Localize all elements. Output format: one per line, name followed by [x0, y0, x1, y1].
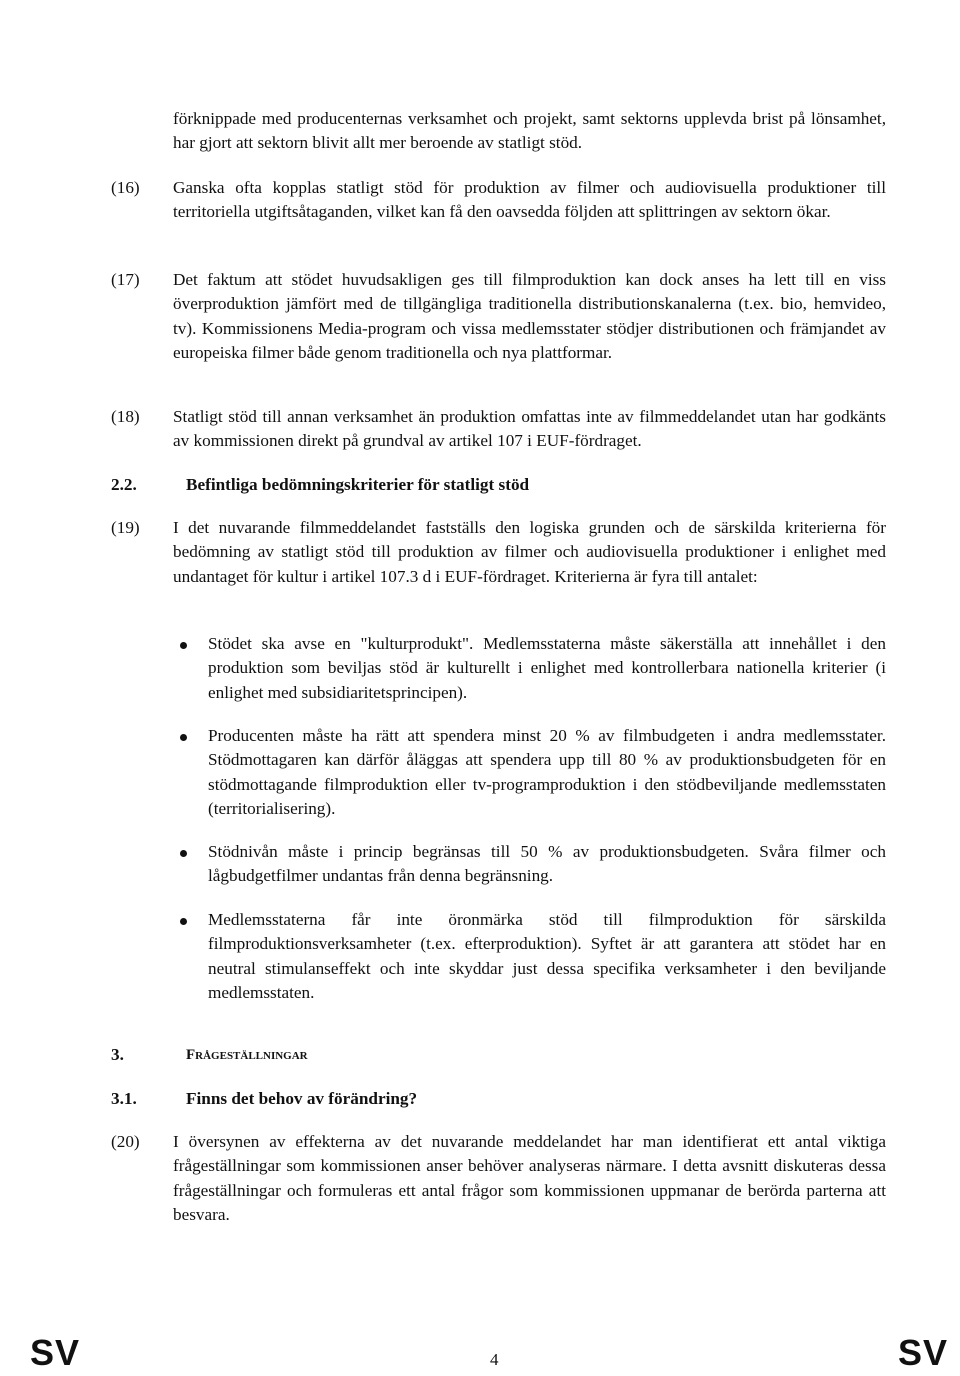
paragraph-19: I det nuvarande filmmeddelandet fastställs den logiska grunden och de särskilda kriterierna för bedömning av statligt stöd till produktion av filmer och audiovisuella produktioner i enlighet med undantaget för kultur i artikel 107.3 d i EUF-fördraget. Kriterierna är fyra till antalet: — [173, 518, 886, 586]
footer-language-code-left: SV — [30, 1332, 81, 1373]
footer-language-code-right: SV — [897, 1332, 948, 1373]
section-number-3: 3. — [111, 1045, 124, 1064]
criterion-text: Producenten måste ha rätt att spendera minst 20 % av filmbudgeten i andra medlemsstater. Stödmottagaren kan därför åläggas att spendera upp till 80 % av produktionsbudgeten för en stödmottagande filmproduktion eller tv-programproduktion i den stödbeviljande medlemsstaten (territorialisering). — [208, 726, 886, 819]
paragraph-number-19: (19) — [111, 518, 140, 537]
paragraph-intro: förknippade med producenternas verksamhet och projekt, samt sektorns upplevda brist på lönsamhet, har gjort att sektorn blivit allt mer beroende av statligt stöd. — [173, 109, 886, 153]
paragraph-16: Ganska ofta kopplas statligt stöd för produktion av filmer och audiovisuella produktioner till territoriella utgiftsåtaganden, vilket kan få den oavsedda följden att splittringen av sektorn ökar. — [173, 178, 886, 222]
criterion-text: Stödet ska avse en "kulturprodukt". Medlemsstaterna måste säkerställa att innehållet i den produktion som beviljas stöd är kulturellt i enlighet med kontrollerbara nationella kriterier (i enlighet med subsidiaritetsprincipen). — [208, 634, 886, 702]
bullet-icon — [180, 918, 187, 925]
page-number: 4 — [490, 1350, 499, 1369]
section-number-2-2: 2.2. — [111, 475, 137, 494]
paragraph-number-18: (18) — [111, 407, 140, 426]
paragraph-20: I översynen av effekterna av det nuvarande meddelandet har man identifierat ett antal viktiga frågeställningar som kommissionen anser behöver analyseras närmare. I detta avsnitt diskuteras dessa frågeställningar och formuleras ett antal frågor som kommissionen uppmanar de berörda parterna att besvara. — [173, 1132, 886, 1225]
paragraph-number-17: (17) — [111, 270, 140, 289]
section-heading-3-1: Finns det behov av förändring? — [186, 1089, 418, 1108]
list-item — [208, 724, 886, 822]
paragraph-number-16: (16) — [111, 178, 140, 197]
list-item — [208, 840, 886, 889]
paragraph-number-20: (20) — [111, 1132, 140, 1151]
criterion-text: Medlemsstaterna får inte öronmärka stöd till filmproduktion för särskilda filmproduktionsverksamheter (t.ex. efterproduktion). Syftet är att garantera att stödet har en neutral stimulanseffekt och inte skyddar just dessa specifika verksamheter i den beviljande medlemsstaten. — [208, 910, 886, 1003]
paragraph-18: Statligt stöd till annan verksamhet än produktion omfattas inte av filmmeddelandet utan har godkänts av kommissionen direkt på grundval av artikel 107 i EUF-fördraget. — [173, 407, 886, 451]
criterion-text: Stödnivån måste i princip begränsas till 50 % av produktionsbudgeten. Svåra filmer och lågbudgetfilmer undantas från denna begränsning. — [208, 842, 886, 886]
section-number-3-1: 3.1. — [111, 1089, 137, 1108]
list-item — [208, 908, 886, 1006]
section-heading-3: Frågeställningar — [186, 1047, 308, 1063]
paragraph-17: Det faktum att stödet huvudsakligen ges till filmproduktion kan dock anses ha lett till en viss överproduktion jämfört med de tillgängliga traditionella distributionskanalerna (t.ex. bio, hemvideo, tv). Kommissionens Media-program och vissa medlemsstater stödjer distributionen och främjandet av europeiska filmer både genom traditionella och nya plattformar. — [173, 270, 886, 363]
bullet-icon — [180, 642, 187, 649]
section-heading-2-2: Befintliga bedömningskriterier för statligt stöd — [186, 475, 530, 494]
list-item — [208, 632, 886, 705]
bullet-icon — [180, 850, 187, 857]
bullet-icon — [180, 734, 187, 741]
